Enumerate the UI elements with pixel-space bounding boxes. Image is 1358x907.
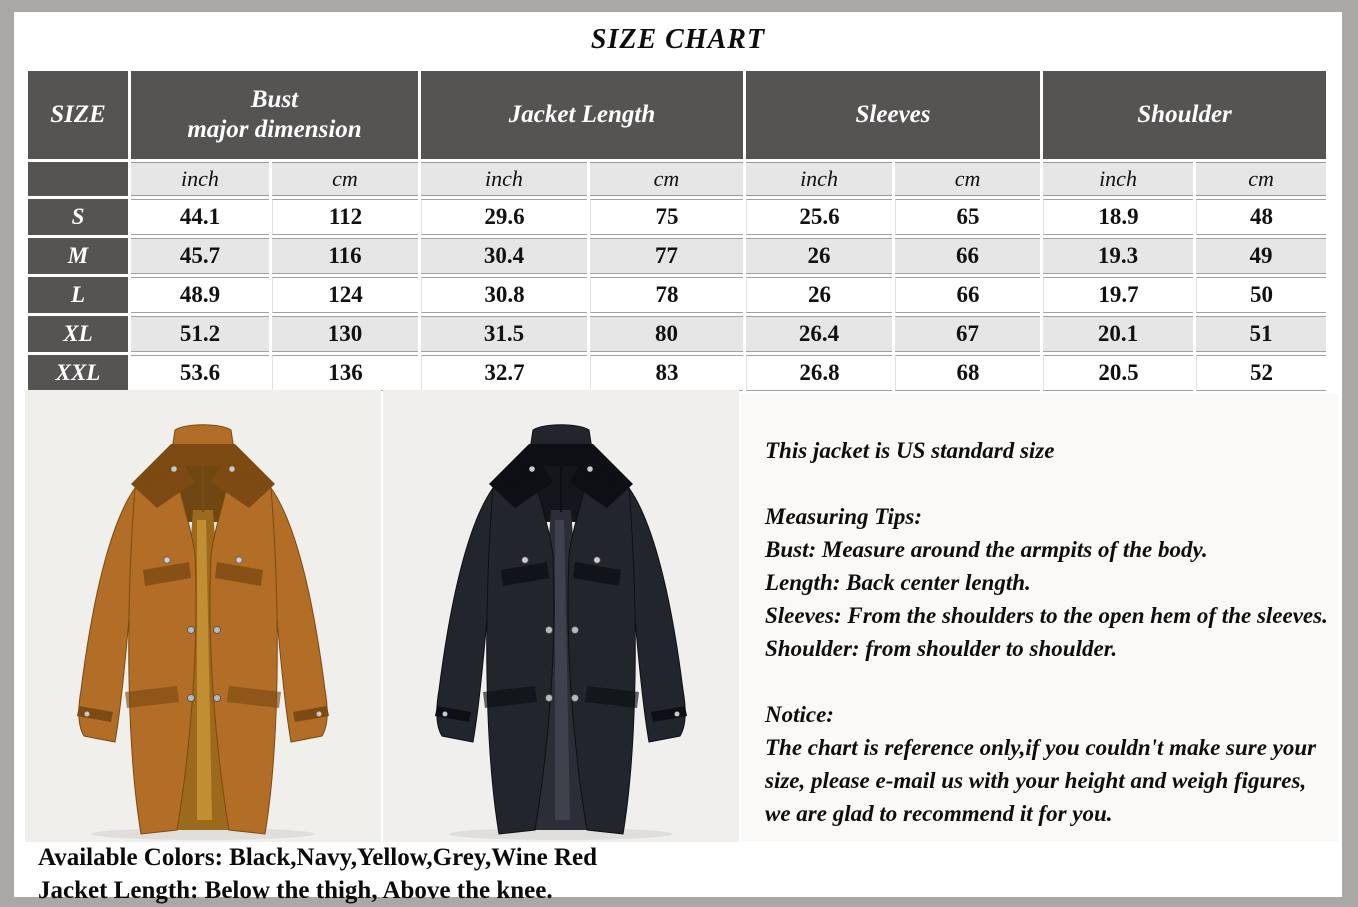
measurement-cell: 26.8 xyxy=(746,355,892,391)
table-row-xl xyxy=(28,316,1326,352)
measurement-cell: 136 xyxy=(272,355,418,391)
measurement-cell: 25.6 xyxy=(746,199,892,235)
measurement-cell: 26 xyxy=(746,238,892,274)
measurement-cell: 52 xyxy=(1196,355,1326,391)
unit-cell: inch xyxy=(131,162,269,196)
notice-title: Notice: xyxy=(765,702,834,727)
unit-header-row xyxy=(28,162,1326,196)
size-label: L xyxy=(28,277,128,313)
measurement-cell: 50 xyxy=(1196,277,1326,313)
group-header-shoulder: Shoulder xyxy=(1043,71,1326,159)
standard-size-note: This jacket is US standard size xyxy=(765,438,1055,463)
measurement-cell: 124 xyxy=(272,277,418,313)
measurement-cell: 19.7 xyxy=(1043,277,1193,313)
measurement-cell: 83 xyxy=(590,355,743,391)
measurement-cell: 65 xyxy=(895,199,1040,235)
unit-corner-cell xyxy=(28,162,128,196)
measurement-cell: 30.8 xyxy=(421,277,587,313)
group-header-bust-line1: Bust xyxy=(250,86,299,113)
group-header-bust-line2: major dimension xyxy=(187,116,362,143)
group-header-sleeves: Sleeves xyxy=(746,71,1040,159)
table-row-m xyxy=(28,238,1326,274)
size-label: M xyxy=(28,238,128,274)
size-label: S xyxy=(28,199,128,235)
measurement-cell: 20.1 xyxy=(1043,316,1193,352)
measurement-cell: 66 xyxy=(895,277,1040,313)
size-label: XL xyxy=(28,316,128,352)
size-corner-header: SIZE xyxy=(28,71,128,159)
measurement-cell: 53.6 xyxy=(131,355,269,391)
measurement-cell: 51.2 xyxy=(131,316,269,352)
table-row-l xyxy=(28,277,1326,313)
group-header-row xyxy=(28,71,1326,159)
measurement-cell: 48 xyxy=(1196,199,1326,235)
chart-title: SIZE CHART xyxy=(590,24,766,55)
unit-cell: inch xyxy=(746,162,892,196)
unit-cell: inch xyxy=(1043,162,1193,196)
tip-sleeves: Sleeves: From the shoulders to the open hem of the sleeves. xyxy=(765,603,1328,628)
table-row-s xyxy=(28,199,1326,235)
jacket-photo-black xyxy=(383,390,739,842)
size-table xyxy=(25,68,1329,394)
unit-cell: cm xyxy=(272,162,418,196)
unit-cell: inch xyxy=(421,162,587,196)
measurement-cell: 66 xyxy=(895,238,1040,274)
footer-notes xyxy=(38,841,738,907)
measurement-cell: 26.4 xyxy=(746,316,892,352)
unit-cell: cm xyxy=(895,162,1040,196)
group-header-jacket-length: Jacket Length xyxy=(421,71,743,159)
size-chart-sheet xyxy=(14,12,1342,904)
chart-title-row xyxy=(14,12,1342,68)
size-label: XXL xyxy=(28,355,128,391)
measurement-cell: 44.1 xyxy=(131,199,269,235)
group-header-bust xyxy=(131,71,418,159)
table-row-xxl xyxy=(28,355,1326,391)
measurement-cell: 68 xyxy=(895,355,1040,391)
measuring-tips-title: Measuring Tips: xyxy=(765,504,922,529)
unit-cell: cm xyxy=(1196,162,1326,196)
tip-shoulder: Shoulder: from shoulder to shoulder. xyxy=(765,636,1118,661)
measurement-cell: 31.5 xyxy=(421,316,587,352)
jacket-photo-camel xyxy=(25,390,381,842)
measurement-cell: 19.3 xyxy=(1043,238,1193,274)
lower-band xyxy=(25,390,1338,842)
measurement-cell: 32.7 xyxy=(421,355,587,391)
measurement-cell: 20.5 xyxy=(1043,355,1193,391)
jacket-length-line: Jacket Length: Below the thigh, Above the knee. xyxy=(38,877,553,904)
measurement-cell: 77 xyxy=(590,238,743,274)
available-colors-line: Available Colors: Black,Navy,Yellow,Grey,Wine Red xyxy=(38,844,598,871)
unit-cell: cm xyxy=(590,162,743,196)
measurement-cell: 75 xyxy=(590,199,743,235)
measurement-cell: 29.6 xyxy=(421,199,587,235)
tip-bust: Bust: Measure around the armpits of the body. xyxy=(765,537,1208,562)
measurement-cell: 30.4 xyxy=(421,238,587,274)
tip-length: Length: Back center length. xyxy=(765,570,1031,595)
measurement-cell: 48.9 xyxy=(131,277,269,313)
measurement-cell: 130 xyxy=(272,316,418,352)
measurement-cell: 112 xyxy=(272,199,418,235)
measurement-cell: 80 xyxy=(590,316,743,352)
measurement-cell: 49 xyxy=(1196,238,1326,274)
measuring-info-panel xyxy=(741,394,1338,842)
measurement-cell: 26 xyxy=(746,277,892,313)
measurement-cell: 116 xyxy=(272,238,418,274)
measurement-cell: 67 xyxy=(895,316,1040,352)
measurement-cell: 51 xyxy=(1196,316,1326,352)
notice-body: The chart is reference only,if you couldn't make sure your size, please e-mail us with your height and weigh figures, we are glad to recommend it for you. xyxy=(765,735,1317,826)
measurement-cell: 18.9 xyxy=(1043,199,1193,235)
measurement-cell: 78 xyxy=(590,277,743,313)
measurement-cell: 45.7 xyxy=(131,238,269,274)
